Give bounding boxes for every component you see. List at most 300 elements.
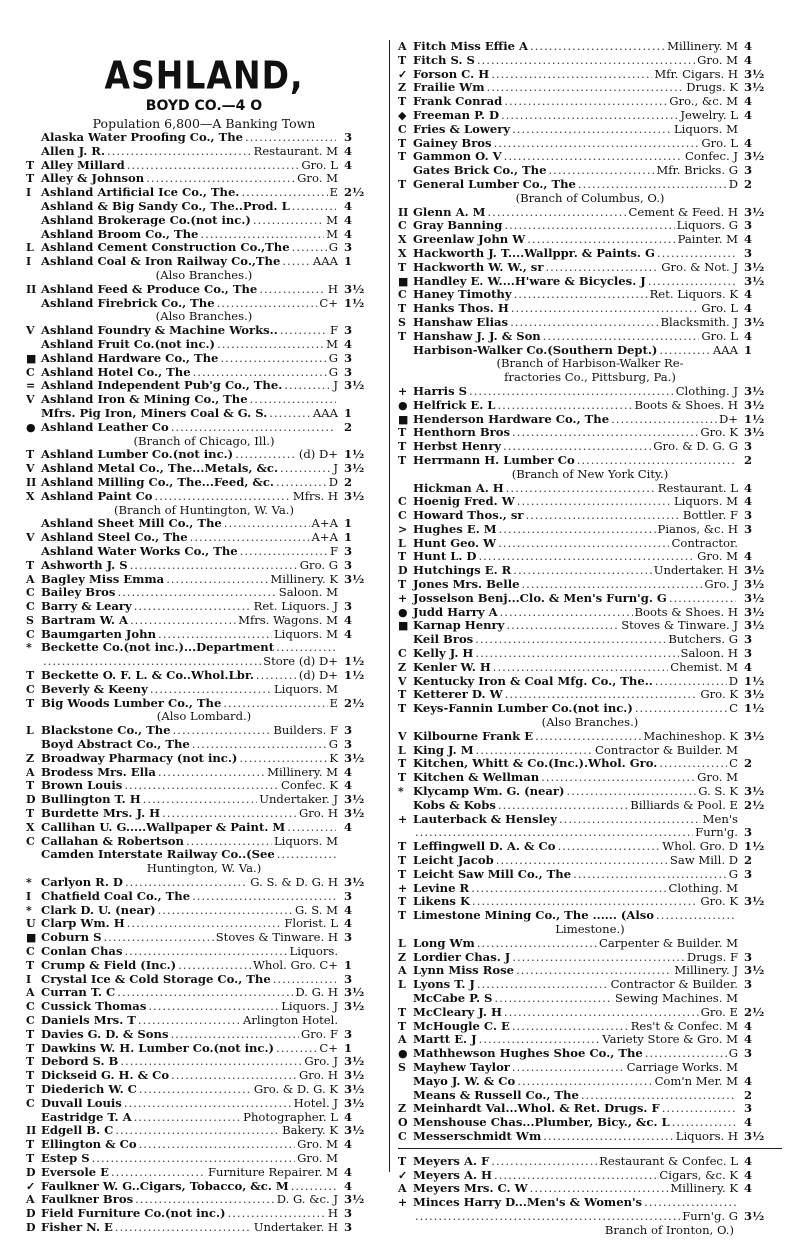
entry-rating: 3 xyxy=(344,930,353,945)
directory-entry xyxy=(398,1169,782,1183)
directory-entry xyxy=(26,697,382,711)
entry-trade: (d) D+ xyxy=(298,447,338,462)
entry-rating: 3 xyxy=(744,632,753,647)
trade-symbol: + xyxy=(398,591,408,605)
trade-symbol: T xyxy=(398,95,407,109)
leader-dots xyxy=(115,1221,252,1235)
directory-entry xyxy=(26,531,382,545)
entry-trade: Gro. & D. G. K xyxy=(253,1081,338,1096)
directory-entry xyxy=(26,1028,382,1042)
directory-entry xyxy=(26,228,382,242)
entry-trade: Gro. & Not. J xyxy=(661,259,738,274)
directory-entry xyxy=(398,288,782,302)
entry-name: Hughes E. M xyxy=(413,521,497,536)
leader-dots xyxy=(273,973,336,987)
entry-name: Kenler W. H xyxy=(413,659,491,674)
directory-entry xyxy=(398,647,782,661)
directory-entry xyxy=(26,214,382,228)
leader-dots xyxy=(514,288,648,302)
entry-name: Minces Harry D...Men's & Women's xyxy=(413,1195,643,1210)
entry-trade: E xyxy=(329,695,338,710)
entry-trade: Gro. M xyxy=(697,770,738,785)
entry-rating: 4 xyxy=(344,612,353,627)
directory-entry xyxy=(398,992,782,1006)
leader-dots xyxy=(241,186,327,200)
entry-name: Hunt L. D xyxy=(413,549,477,564)
entry-rating: 1 xyxy=(344,254,353,269)
entry-name: Faulkner W. G..Cigars, Tobacco, &c. M xyxy=(41,1178,289,1193)
entry-name: Ashland Independent Pub'g Co., The. xyxy=(41,378,283,393)
entry-trade: Gro. H xyxy=(298,1068,338,1083)
entry-rating: 1½ xyxy=(344,447,365,462)
entry-trade: Com'n Mer. M xyxy=(654,1073,738,1088)
entry-rating: 4 xyxy=(344,626,353,641)
directory-entry xyxy=(26,545,382,559)
leader-dots xyxy=(280,324,328,338)
entry-name: Harris S xyxy=(413,383,468,398)
entry-trade: Whol. Gro. C+ xyxy=(253,957,338,972)
entry-rating: 4 xyxy=(744,480,753,495)
entry-name: Helfrick E. L xyxy=(413,397,496,412)
entry-name: Ashland Steel Co., The xyxy=(41,530,188,545)
trade-symbol: T xyxy=(398,440,407,454)
directory-entry xyxy=(398,482,782,496)
directory-entry xyxy=(398,54,782,68)
directory-entry xyxy=(398,564,782,578)
trade-symbol: ✓ xyxy=(398,67,408,81)
directory-entry xyxy=(398,840,782,854)
entry-rating: 3 xyxy=(344,723,353,738)
branch-note: (Also Branches.) xyxy=(155,267,253,282)
entry-trade: Carpenter & Builder. M xyxy=(598,935,738,950)
directory-entry xyxy=(26,172,382,186)
entry-trade: M xyxy=(326,226,338,241)
trade-symbol: V xyxy=(398,729,407,743)
entry-trade: G xyxy=(328,350,338,365)
entry-trade: Gro. L xyxy=(301,157,338,172)
entry-rating: 4 xyxy=(744,301,753,316)
entry-rating: 1½ xyxy=(744,839,765,854)
entry-rating: 4 xyxy=(744,549,753,564)
directory-entry xyxy=(26,1193,382,1207)
leader-dots xyxy=(158,766,265,780)
trade-symbol: A xyxy=(398,1033,407,1047)
entry-name: Coburn S xyxy=(41,930,102,945)
trade-symbol: T xyxy=(26,669,35,683)
entry-name: Ashland Brokerage Co.(not inc.) xyxy=(41,212,251,227)
entry-rating: 3½ xyxy=(744,577,765,592)
leader-dots xyxy=(173,724,272,738)
entry-rating: 3½ xyxy=(744,204,765,219)
trade-symbol: L xyxy=(398,978,406,992)
entry-trade: Gro. H xyxy=(298,806,338,821)
leader-dots xyxy=(235,448,297,462)
entry-trade: Gro. L xyxy=(701,135,738,150)
entry-rating: 3 xyxy=(744,245,753,260)
entry-trade: Res't & Confec. M xyxy=(630,1018,738,1033)
entry-rating: 3½ xyxy=(344,1054,365,1069)
directory-entry xyxy=(26,917,382,931)
entry-trade: Gro. L xyxy=(701,328,738,343)
trade-symbol: II xyxy=(26,1124,37,1138)
entry-trade: G xyxy=(328,240,338,255)
entry-trade: Confec. K xyxy=(281,778,338,793)
entry-trade: Millinery. K xyxy=(270,571,338,586)
trade-symbol: T xyxy=(26,696,35,710)
right-entries xyxy=(398,40,782,1238)
entry-name: Josselson Benj...Clo. & Men's Furn'g. G xyxy=(413,590,667,605)
directory-entry xyxy=(26,338,382,352)
entry-rating: 1½ xyxy=(344,668,365,683)
entry-rating: 4 xyxy=(744,1181,753,1196)
entry-rating: 2½ xyxy=(344,185,365,200)
entry-name: Callahan & Robertson xyxy=(41,833,184,848)
directory-entry xyxy=(398,1075,782,1089)
entry-rating: 3½ xyxy=(344,461,365,476)
entry-trade: G. S. K xyxy=(698,784,738,799)
entry-name: Mayhew Taylor xyxy=(413,1059,510,1074)
directory-entry xyxy=(26,517,382,531)
entry-name: Beverly & Keeny xyxy=(41,681,148,696)
entry-name: Brodess Mrs. Ella xyxy=(41,764,156,779)
leader-dots xyxy=(475,647,678,661)
entry-trade: Stoves & Tinware. J xyxy=(621,618,738,633)
directory-entry xyxy=(26,1138,382,1152)
trade-symbol: L xyxy=(26,241,34,255)
trade-symbol: S xyxy=(398,315,406,329)
entry-trade: Mfrs. H xyxy=(292,488,338,503)
entry-rating: 4 xyxy=(744,1032,753,1047)
trade-symbol: T xyxy=(26,807,35,821)
entry-rating: 3 xyxy=(744,646,753,661)
entry-trade: C+ xyxy=(319,1040,338,1055)
trade-symbol: ■ xyxy=(26,351,37,365)
entry-rating: 3 xyxy=(344,1206,353,1221)
entry-name: Blackstone Co., The xyxy=(41,723,171,738)
entry-name: Hutchings E. R xyxy=(413,563,512,578)
trade-symbol: Z xyxy=(398,660,407,674)
entry-trade: Furn'g. G xyxy=(682,1208,738,1223)
entry-trade: Mfr. Bricks. G xyxy=(656,163,738,178)
entry-rating: 2 xyxy=(344,419,353,434)
leader-dots xyxy=(499,523,656,537)
entry-trade: Gro. M xyxy=(697,549,738,564)
entry-name: Ashland Coal & Iron Railway Co.,The xyxy=(41,254,281,269)
entry-trade: Builders. F xyxy=(273,723,338,738)
leader-dots xyxy=(548,164,654,178)
entry-name: McCabe P. S xyxy=(413,990,493,1005)
leader-dots xyxy=(511,302,700,316)
entry-trade: Saloon. M xyxy=(278,585,338,600)
entry-rating: 3½ xyxy=(744,687,765,702)
trade-symbol: ■ xyxy=(398,619,409,633)
directory-entry xyxy=(26,407,382,421)
entry-name: Dawkins W. H. Lumber Co.(not inc.) xyxy=(41,1040,275,1055)
entry-name: Crump & Field (Inc.) xyxy=(41,957,177,972)
trade-symbol: C xyxy=(398,219,407,233)
directory-entry xyxy=(26,283,382,297)
directory-entry xyxy=(26,1042,382,1056)
trade-symbol: O xyxy=(398,1116,408,1130)
leader-dots xyxy=(477,54,695,68)
directory-entry xyxy=(398,1061,782,1075)
directory-entry xyxy=(26,1000,382,1014)
entry-name: Estep S xyxy=(41,1150,90,1165)
entry-rating: 3½ xyxy=(744,1208,765,1223)
leader-dots xyxy=(276,1042,317,1056)
trade-symbol: ◆ xyxy=(398,108,407,122)
trade-symbol: T xyxy=(398,771,407,785)
entry-trade: Undertaker. J xyxy=(259,792,338,807)
directory-entry xyxy=(398,440,782,454)
entry-name: Field Furniture Co.(not inc.) xyxy=(41,1206,226,1221)
directory-entry xyxy=(26,738,382,752)
entry-name: Beckette O. F. L. & Co..Whol.Lbr. xyxy=(41,668,254,683)
entry-rating: 2½ xyxy=(744,1004,765,1019)
leader-dots xyxy=(124,1097,292,1111)
entry-name: Beckette Co.(not inc.)...Department xyxy=(41,640,275,655)
entry-trade: Cigars, &c. K xyxy=(659,1167,738,1182)
trade-symbol: C xyxy=(26,627,35,641)
entry-rating: 4 xyxy=(344,226,353,241)
leader-dots xyxy=(504,150,683,164)
entry-name: Ashland Firebrick Co., The xyxy=(41,295,215,310)
entry-rating: 4 xyxy=(344,1137,353,1152)
trade-symbol: T xyxy=(398,688,407,702)
trade-symbol: A xyxy=(26,572,35,586)
entry-trade: G xyxy=(328,364,338,379)
directory-entry xyxy=(26,641,382,655)
entry-trade: Furniture Repairer. M xyxy=(208,1164,338,1179)
entry-trade: Cement & Feed. H xyxy=(628,204,738,219)
entry-name: Glenn A. M xyxy=(413,204,486,219)
entry-rating: 3½ xyxy=(344,806,365,821)
entry-trade: Branch of Ironton, O.) xyxy=(604,1222,734,1237)
directory-entry xyxy=(398,744,782,758)
directory-entry xyxy=(26,462,382,476)
trade-symbol: X xyxy=(398,233,407,247)
entry-trade: C xyxy=(729,701,738,716)
entry-name: Debord S. B xyxy=(41,1054,119,1069)
entry-name: Ashland Iron & Mining Co., The xyxy=(41,392,248,407)
directory-entry xyxy=(26,200,382,214)
leader-dots xyxy=(192,890,336,904)
leader-dots xyxy=(506,482,656,496)
leader-dots xyxy=(506,619,619,633)
leader-dots xyxy=(190,531,310,545)
leader-dots xyxy=(477,937,597,951)
entry-rating: 3½ xyxy=(744,425,765,440)
entry-rating: 3 xyxy=(344,737,353,752)
leader-dots xyxy=(469,385,674,399)
directory-entry xyxy=(398,964,782,978)
entry-name: Hickman A. H xyxy=(413,480,504,495)
entry-rating: 1½ xyxy=(744,701,765,716)
trade-symbol: C xyxy=(398,122,407,136)
leader-dots xyxy=(171,1028,300,1042)
directory-entry xyxy=(26,1124,382,1138)
entry-trade: D xyxy=(328,474,338,489)
leader-dots xyxy=(491,1155,597,1169)
entry-name: McCleary J. H xyxy=(413,1004,502,1019)
entry-trade: Contractor. xyxy=(671,535,738,550)
entry-name: Gray Banning xyxy=(413,218,503,233)
entry-name: Clark D. U. (near) xyxy=(41,902,156,917)
entry-rating: 4 xyxy=(744,1153,753,1168)
entry-rating: 3½ xyxy=(744,563,765,578)
directory-entry xyxy=(398,951,782,965)
entry-trade: Millinery. J xyxy=(674,963,738,978)
directory-entry xyxy=(398,1102,782,1116)
trade-symbol: ● xyxy=(26,420,36,434)
directory-entry xyxy=(398,702,782,716)
leader-dots xyxy=(648,275,736,289)
trade-symbol: T xyxy=(398,867,407,881)
entry-trade: Carriage Works. M xyxy=(626,1059,738,1074)
trade-symbol: T xyxy=(398,53,407,67)
entry-trade: G. S. M xyxy=(295,902,338,917)
entry-name: Carlyon R. D xyxy=(41,875,123,890)
trade-symbol: I xyxy=(26,255,32,269)
leader-dots xyxy=(130,559,298,573)
entry-rating: 3 xyxy=(344,888,353,903)
leader-dots xyxy=(573,868,727,882)
entry-name: Leicht Saw Mill Co., The xyxy=(413,866,572,881)
entry-rating: 3½ xyxy=(344,985,365,1000)
directory-entry xyxy=(398,1155,782,1169)
trade-symbol: + xyxy=(398,384,408,398)
entry-rating: 3½ xyxy=(744,397,765,412)
entry-name: Meinhardt Val...Whol. & Ret. Drugs. F xyxy=(413,1101,660,1116)
entry-name: Ashland Leather Co xyxy=(41,419,169,434)
entry-name: Gainey Bros xyxy=(413,135,492,150)
directory-entry xyxy=(398,454,782,468)
directory-entry xyxy=(398,882,782,896)
entry-rating: 2 xyxy=(744,853,753,868)
entry-trade: H xyxy=(327,281,338,296)
entry-trade: Gro. K xyxy=(700,425,738,440)
entry-rating: 3½ xyxy=(744,80,765,95)
entry-rating: 4 xyxy=(344,212,353,227)
entry-trade: Clothing. J xyxy=(675,383,738,398)
entry-name: Callihan U. G.....Wallpaper & Paint. M xyxy=(41,819,286,834)
branch-note: (Branch of Chicago, Ill.) xyxy=(133,433,275,448)
entry-name: Levine R xyxy=(413,880,470,895)
directory-entry xyxy=(398,550,782,564)
directory-entry xyxy=(26,421,382,435)
entry-rating: 1 xyxy=(344,405,353,420)
entry-name: Gammon O. V xyxy=(413,149,502,164)
entry-rating: 1½ xyxy=(744,411,765,426)
entry-trade: D. G. H xyxy=(295,985,338,1000)
trade-symbol: T xyxy=(26,158,35,172)
leader-dots xyxy=(578,178,727,192)
directory-entry xyxy=(398,302,782,316)
entry-rating: 1 xyxy=(344,957,353,972)
entry-name: Hackworth W. W., sr xyxy=(413,259,544,274)
leader-dots xyxy=(479,1033,601,1047)
entry-rating: 3½ xyxy=(344,1095,365,1110)
entry-trade: Confec. J xyxy=(685,149,738,164)
entry-name: Eversole E xyxy=(41,1164,109,1179)
leader-dots xyxy=(526,509,681,523)
entry-trade: C xyxy=(729,756,738,771)
entry-name: Barry & Leary xyxy=(41,599,132,614)
trade-symbol: = xyxy=(26,379,36,393)
leader-dots xyxy=(287,821,336,835)
entry-name: Ashworth J. S xyxy=(41,557,128,572)
directory-entry xyxy=(398,1020,782,1034)
directory-entry xyxy=(398,730,782,744)
entry-name: Mayo J. W. & Co xyxy=(413,1073,516,1088)
trade-symbol: T xyxy=(398,177,407,191)
entry-trade: Ret. Liquors. J xyxy=(253,599,338,614)
trade-symbol: II xyxy=(26,475,37,489)
trade-symbol: T xyxy=(398,854,407,868)
entry-trade: Photographer. L xyxy=(243,1109,338,1124)
entry-name: Fries & Lowery xyxy=(413,121,511,136)
entry-name: Ashland Milling Co., The...Feed, &c. xyxy=(41,474,274,489)
directory-entry xyxy=(398,413,782,427)
entry-trade: J xyxy=(333,378,338,393)
directory-entry xyxy=(26,931,382,945)
trade-symbol: C xyxy=(26,1096,35,1110)
entry-rating: 3 xyxy=(744,1046,753,1061)
entry-trade: Gro. M xyxy=(297,1137,338,1152)
column-divider xyxy=(389,40,390,1172)
entry-trade: Gro. M xyxy=(697,52,738,67)
leader-dots xyxy=(124,945,287,959)
leader-dots xyxy=(645,1047,727,1061)
trade-symbol: Z xyxy=(398,1102,407,1116)
entry-trade: Liquors. J xyxy=(281,999,338,1014)
leader-dots xyxy=(107,145,252,159)
leader-dots xyxy=(280,462,331,476)
leader-dots xyxy=(581,1089,736,1103)
trade-symbol: V xyxy=(26,462,35,476)
leader-dots xyxy=(276,641,336,655)
directory-entry xyxy=(398,1033,782,1047)
trade-symbol: T xyxy=(26,958,35,972)
leader-dots xyxy=(192,738,327,752)
directory-entry xyxy=(398,1047,782,1061)
entry-name: Fisher N. E xyxy=(41,1219,113,1234)
leader-dots xyxy=(178,959,251,973)
entry-trade: Gro. J xyxy=(304,1054,338,1069)
directory-entry xyxy=(26,145,382,159)
entry-name: Ashland Cement Construction Co.,The xyxy=(41,240,290,255)
right-column xyxy=(398,40,782,1238)
left-column xyxy=(26,53,382,1235)
entry-name: Henthorn Bros xyxy=(413,425,511,440)
trade-symbol: T xyxy=(26,1082,35,1096)
entry-name: Edgell B. C xyxy=(41,1123,114,1138)
entry-name: Brown Louis xyxy=(41,778,123,793)
trade-symbol: C xyxy=(26,945,35,959)
entry-trade: Gro. F xyxy=(301,1026,338,1041)
directory-entry xyxy=(398,164,782,178)
leader-dots xyxy=(522,578,703,592)
branch-note: (Branch of Columbus, O.) xyxy=(515,190,665,205)
entry-rating: 3 xyxy=(344,543,353,558)
leader-dots xyxy=(200,228,324,242)
trade-symbol: C xyxy=(398,509,407,523)
entry-rating: 3½ xyxy=(744,66,765,81)
entry-rating: 3 xyxy=(744,825,753,840)
trade-symbol: A xyxy=(398,964,407,978)
entry-trade: Liquors. M xyxy=(273,626,338,641)
directory-entry xyxy=(398,523,782,537)
